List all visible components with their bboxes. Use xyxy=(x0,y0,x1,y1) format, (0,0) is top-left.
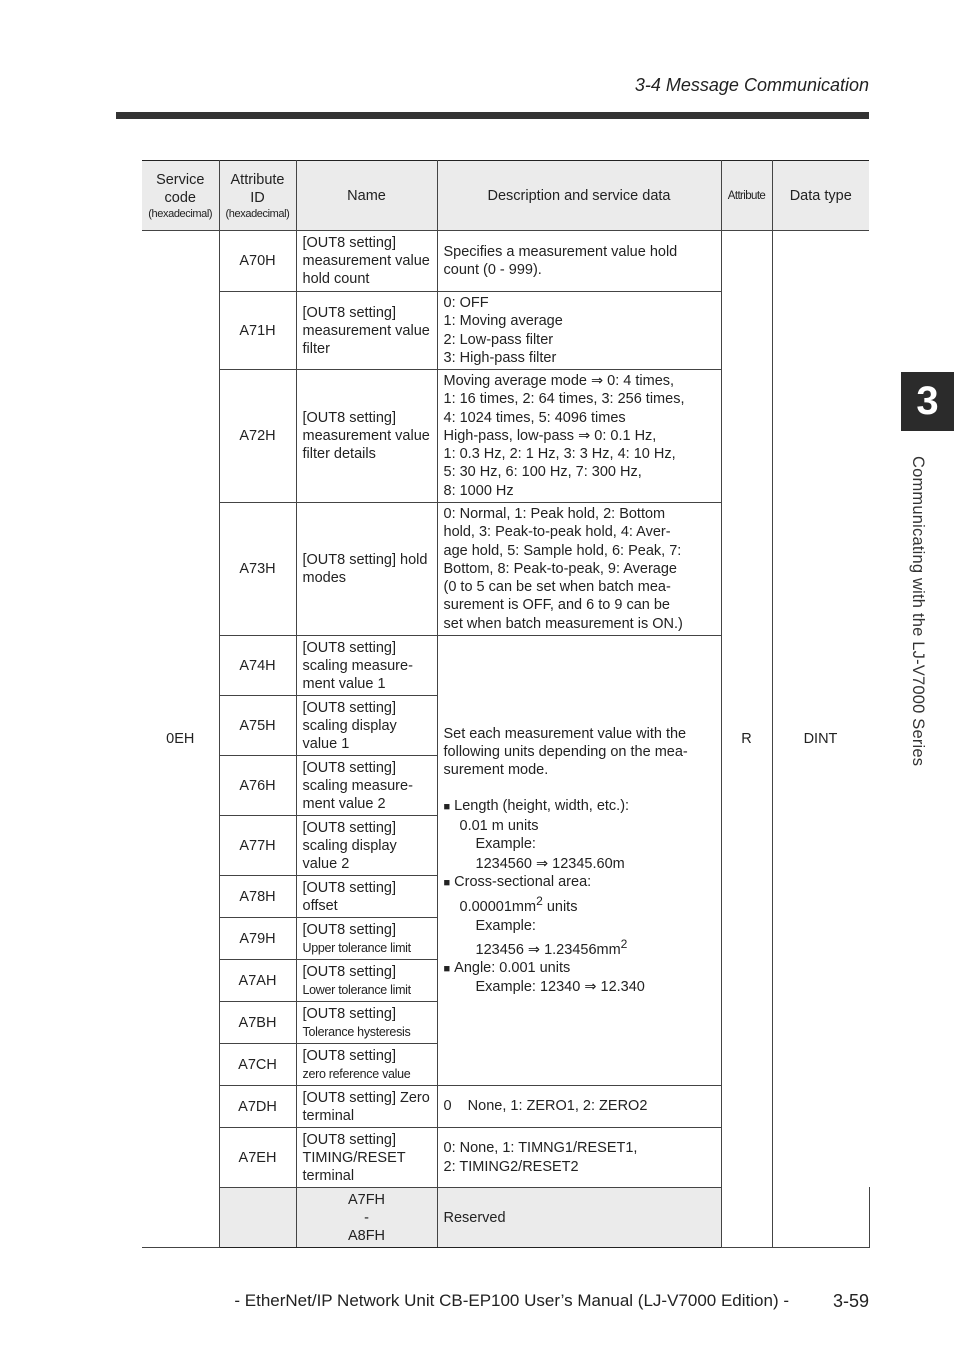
name-cell: [OUT8 setting] hold modes xyxy=(296,503,437,636)
attribute-id-cell: A7DH xyxy=(219,1086,296,1128)
manual-title: - EtherNet/IP Network Unit CB-EP100 User’s Manual (LJ-V7000 Edition) - xyxy=(234,1291,789,1310)
header-description: Description and service data xyxy=(437,161,721,231)
chapter-side-title: Communicating with the LJ-V7000 Series xyxy=(909,456,927,767)
name-cell: [OUT8 setting] measurement value hold count xyxy=(296,231,437,292)
data-type-cell: DINT xyxy=(772,231,869,1248)
attribute-id-cell: A79H xyxy=(219,918,296,960)
attribute-id-cell: A76H xyxy=(219,756,296,816)
scaling-description-cell: Set each measurement value with the following units depending on the mea- surement mode. ■ Length (height, width, etc.): 0.01 m units Example: 1234560 ⇒ 12345.60m ■ Cross-sectional area: $0.00001mm^2$ units Example: 123456 ⇒ $1.23456mm^2$ ■ Angle: 0.001 units Example: 12340 ⇒ 12.340 xyxy=(437,636,721,1086)
name-cell: [OUT8 setting] zero reference value xyxy=(296,1044,437,1086)
name-cell: [OUT8 setting] Upper tolerance limit xyxy=(296,918,437,960)
attribute-id-cell: A72H xyxy=(219,370,296,503)
header-service-code: Service code (hexadecimal) xyxy=(142,161,219,231)
service-code-cell: 0EH xyxy=(142,231,219,1248)
attribute-id-cell: A70H xyxy=(219,231,296,292)
attribute-id-range-cell: A7FH - A8FH xyxy=(296,1188,437,1248)
name-cell: [OUT8 setting] offset xyxy=(296,876,437,918)
name-cell: [OUT8 setting] scaling measure-ment value 1 xyxy=(296,636,437,696)
table-header-row xyxy=(142,161,869,231)
description-cell: 0 None, 1: ZERO1, 2: ZERO2 xyxy=(437,1086,721,1128)
header-attribute: Attribute xyxy=(721,161,772,231)
description-cell: Specifies a measurement value hold count (0 - 999). xyxy=(437,231,721,292)
description-cell: 0: OFF 1: Moving average 2: Low-pass filter 3: High-pass filter xyxy=(437,292,721,370)
attribute-cell: R xyxy=(721,231,772,1248)
attribute-id-cell: A77H xyxy=(219,816,296,876)
header-rule xyxy=(116,112,869,119)
attribute-id-cell: A78H xyxy=(219,876,296,918)
attribute-id-cell: A71H xyxy=(219,292,296,370)
attribute-id-cell: A74H xyxy=(219,636,296,696)
chapter-tab: 3 xyxy=(901,372,954,431)
description-cell: Moving average mode ⇒ 0: 4 times, 1: 16 times, 2: 64 times, 3: 256 times, 4: 1024 times, 5: 4096 times High-pass, low-pass ⇒ 0: 0.1 Hz, 1: 0.3 Hz, 2: 1 Hz, 3: 3 Hz, 4: 10 Hz, 5: 30 Hz, 6: 100 Hz, 7: 300 Hz, 8: 1000 Hz xyxy=(437,370,721,503)
service-code-cell-empty xyxy=(219,1188,296,1248)
length-bullet: ■ Length (height, width, etc.): xyxy=(444,797,715,816)
attribute-id-cell: A75H xyxy=(219,696,296,756)
attribute-id-cell: A7CH xyxy=(219,1044,296,1086)
attribute-id-cell: A7BH xyxy=(219,1002,296,1044)
name-cell: [OUT8 setting] measurement value filter xyxy=(296,292,437,370)
name-cell: [OUT8 setting] scaling display value 1 xyxy=(296,696,437,756)
name-cell: [OUT8 setting] scaling display value 2 xyxy=(296,816,437,876)
attribute-id-cell: A73H xyxy=(219,503,296,636)
header-attribute-id: Attribute ID (hexadecimal) xyxy=(219,161,296,231)
name-cell: [OUT8 setting] scaling measure-ment value 2 xyxy=(296,756,437,816)
attribute-id-cell: A7AH xyxy=(219,960,296,1002)
name-cell: [OUT8 setting] Zero terminal xyxy=(296,1086,437,1128)
header-name: Name xyxy=(296,161,437,231)
name-cell: [OUT8 setting] Lower tolerance limit xyxy=(296,960,437,1002)
running-head: 3-4 Message Communication xyxy=(634,75,869,95)
description-cell: 0: None, 1: TIMNG1/RESET1, 2: TIMING2/RESET2 xyxy=(437,1128,721,1188)
area-bullet: ■ Cross-sectional area: xyxy=(444,873,715,892)
name-cell: [OUT8 setting] measurement value filter details xyxy=(296,370,437,503)
description-cell: 0: Normal, 1: Peak hold, 2: Bottom hold, 3: Peak-to-peak hold, 4: Aver- age hold, 5: Sample hold, 6: Peak, 7: Bottom, 8: Peak-to-peak, 9: Average (0 to 5 can be set when batch mea- surement is OFF, and 6 to 9 can be set when batch measurement is ON.) xyxy=(437,503,721,636)
attribute-table xyxy=(142,160,869,1248)
attribute-id-cell: A7EH xyxy=(219,1128,296,1188)
page-number: 3-59 xyxy=(832,1291,869,1311)
name-cell: [OUT8 setting] TIMING/RESET terminal xyxy=(296,1128,437,1188)
table-row xyxy=(142,231,869,292)
name-cell: [OUT8 setting] Tolerance hysteresis xyxy=(296,1002,437,1044)
angle-bullet: ■ Angle: 0.001 units xyxy=(444,959,715,978)
name-cell: Reserved xyxy=(437,1188,721,1248)
header-data-type: Data type xyxy=(772,161,869,231)
